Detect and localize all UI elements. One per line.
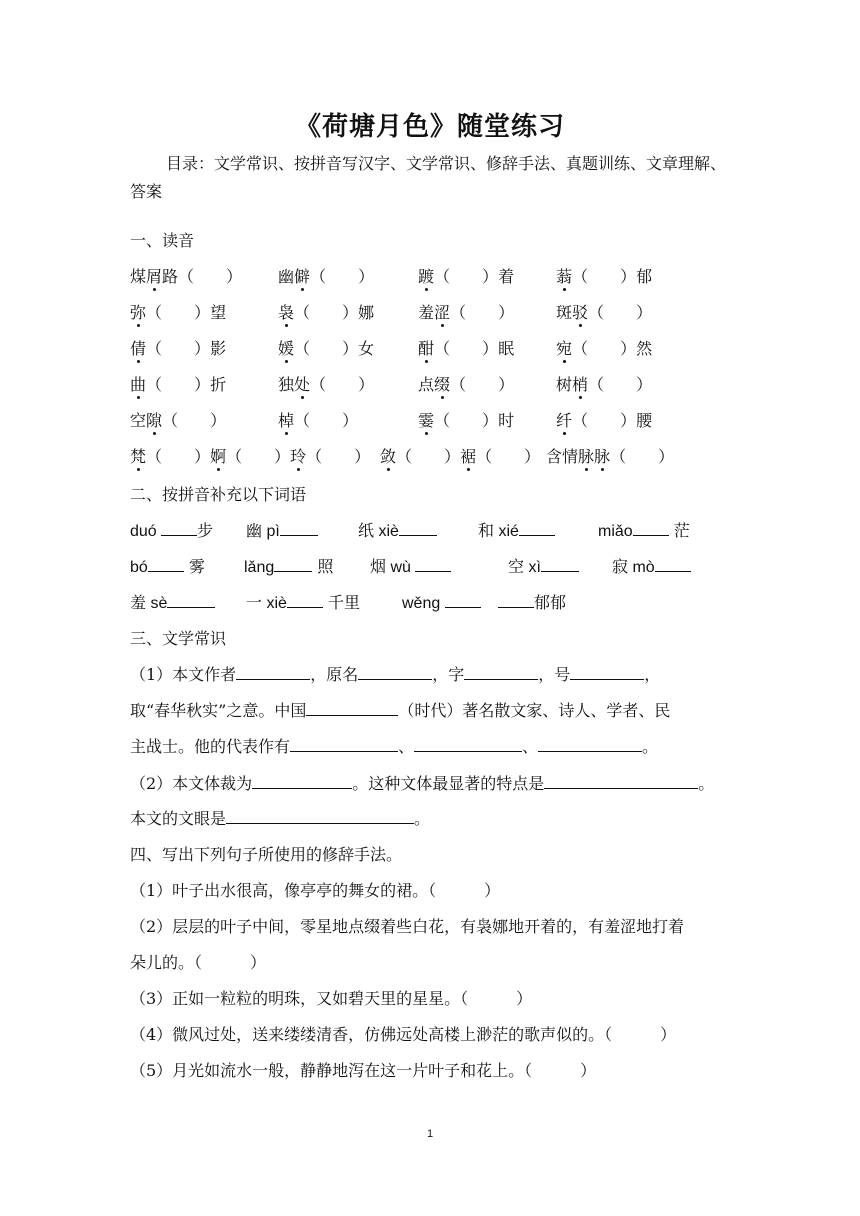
pronunciation-item: 敛（ ）裾（ ） bbox=[380, 444, 540, 467]
pronunciation-item: 棹（ ） bbox=[278, 408, 358, 431]
pinyin-item bbox=[612, 554, 691, 577]
blank-field[interactable] bbox=[226, 806, 414, 824]
pronunciation-item: 煤屑路（ ） bbox=[130, 264, 242, 287]
pinyin-prompt: 幽 pì bbox=[246, 523, 280, 540]
pronunciation-item: 宛（ ）然 bbox=[556, 336, 652, 359]
pinyin-suffix: 千里 bbox=[322, 593, 360, 612]
pinyin-item bbox=[478, 518, 555, 541]
blank-field[interactable] bbox=[290, 734, 398, 752]
blank-field[interactable] bbox=[464, 662, 538, 680]
page-number: 1 bbox=[426, 1128, 434, 1140]
literature-question-2-line1: （2）本文体裁为 。这种文体最显著的特点是 。 bbox=[130, 771, 714, 794]
blank-field[interactable] bbox=[274, 554, 312, 572]
blank-field[interactable] bbox=[541, 554, 579, 572]
blank-field[interactable] bbox=[287, 590, 323, 608]
pronunciation-item: 曲（ ）折 bbox=[130, 372, 226, 395]
blank-field[interactable] bbox=[148, 554, 184, 572]
pronunciation-item: 含情脉脉（ ） bbox=[546, 444, 674, 467]
pinyin-prompt: bó bbox=[130, 559, 148, 576]
blank-field[interactable] bbox=[236, 662, 310, 680]
blank-field[interactable] bbox=[655, 554, 691, 572]
blank-field[interactable] bbox=[498, 590, 534, 608]
blank-field[interactable] bbox=[358, 662, 432, 680]
pinyin-item bbox=[130, 518, 213, 541]
blank-field[interactable] bbox=[538, 734, 642, 752]
blank-field[interactable] bbox=[399, 518, 437, 536]
rhetoric-item: （1）叶子出水很高，像亭亭的舞女的裙。（ ） bbox=[130, 881, 501, 900]
rhetoric-item: （3）正如一粒粒的明珠，又如碧天里的星星。（ ） bbox=[130, 989, 533, 1008]
pinyin-suffix: 照 bbox=[312, 557, 334, 576]
blank-field[interactable] bbox=[633, 518, 669, 536]
blank-field[interactable] bbox=[306, 698, 398, 716]
blank-field[interactable] bbox=[252, 771, 352, 789]
literature-question-2-line2: 本文的文眼是 。 bbox=[130, 806, 430, 829]
table-of-contents: 目录：文学常识、按拼音写汉字、文学常识、修辞手法、真题训练、文章理解、答案 bbox=[130, 154, 727, 201]
pinyin-prompt: 烟 wù bbox=[370, 559, 416, 576]
literature-question-1-line3: 主战士。他的代表作有 、 、 。 bbox=[130, 734, 658, 757]
pronunciation-item: 酣（ ）眠 bbox=[418, 336, 514, 359]
blank-field[interactable] bbox=[519, 518, 555, 536]
pinyin-item bbox=[508, 554, 579, 577]
pinyin-prompt: miǎo bbox=[598, 523, 633, 540]
pinyin-suffix: 步 bbox=[197, 521, 214, 540]
pinyin-item bbox=[130, 554, 205, 577]
blank-field[interactable] bbox=[445, 590, 481, 608]
section1-heading: 一、读音 bbox=[130, 231, 195, 250]
pinyin-item bbox=[246, 518, 318, 541]
blank-field[interactable] bbox=[167, 590, 215, 608]
pinyin-prompt: 羞 sè bbox=[130, 595, 168, 612]
pinyin-item bbox=[370, 554, 451, 577]
pronunciation-item: 媛（ ）女 bbox=[278, 336, 374, 359]
pronunciation-item: 蓊（ ）郁 bbox=[556, 264, 652, 287]
rhetoric-item: （2）层层的叶子中间，零星地点缀着些白花，有袅娜地开着的，有羞涩地打着 bbox=[130, 917, 685, 936]
pinyin-item bbox=[402, 590, 481, 613]
pinyin-prompt: lǎng bbox=[244, 559, 275, 576]
pinyin-item bbox=[130, 590, 215, 613]
pinyin-item bbox=[244, 554, 333, 577]
pronunciation-item: 梵（ ）婀（ ）玲（ ） bbox=[130, 444, 370, 467]
pronunciation-item: 踱（ ）着 bbox=[418, 264, 514, 287]
pinyin-prompt: 纸 xiè bbox=[358, 523, 399, 540]
pinyin-item bbox=[358, 518, 437, 541]
pronunciation-item: 羞涩（ ） bbox=[418, 300, 514, 323]
blank-field[interactable] bbox=[570, 662, 644, 680]
blank-field[interactable] bbox=[414, 734, 522, 752]
pinyin-prompt: duó bbox=[130, 523, 162, 540]
pinyin-item bbox=[598, 518, 690, 541]
pronunciation-item: 霎（ ）时 bbox=[418, 408, 514, 431]
literature-question-1-line2: 取“春华秋实”之意。中国 （时代）著名散文家、诗人、学者、民 bbox=[130, 698, 670, 721]
page-title: 《荷塘月色》随堂练习 bbox=[294, 112, 565, 142]
pronunciation-item: 纤（ ）腰 bbox=[556, 408, 652, 431]
pronunciation-item: 弥（ ）望 bbox=[130, 300, 226, 323]
blank-field[interactable] bbox=[544, 771, 698, 789]
pinyin-prompt: wěng bbox=[402, 595, 445, 612]
pronunciation-item: 独处（ ） bbox=[278, 372, 374, 395]
rhetoric-item: （4）微风过处，送来缕缕清香，仿佛远处高楼上渺茫的歌声似的。（ ） bbox=[130, 1025, 677, 1044]
pinyin-item bbox=[498, 590, 566, 613]
pronunciation-item: 树梢（ ） bbox=[556, 372, 652, 395]
pronunciation-item: 倩（ ）影 bbox=[130, 336, 226, 359]
pinyin-prompt: 和 xié bbox=[478, 523, 519, 540]
rhetoric-item-continued: 朵儿的。（ ） bbox=[130, 953, 267, 972]
blank-field[interactable] bbox=[280, 518, 318, 536]
rhetoric-item: （5）月光如流水一般，静静地泻在这一片叶子和花上。（ ） bbox=[130, 1061, 597, 1080]
pronunciation-item: 斑驳（ ） bbox=[556, 300, 652, 323]
pronunciation-item: 幽僻（ ） bbox=[278, 264, 374, 287]
section4-heading: 四、写出下列句子所使用的修辞手法。 bbox=[130, 845, 403, 864]
section2-heading: 二、按拼音补充以下词语 bbox=[130, 485, 307, 504]
pronunciation-item: 袅（ ）娜 bbox=[278, 300, 374, 323]
blank-field[interactable] bbox=[161, 518, 197, 536]
pronunciation-item: 点缀（ ） bbox=[418, 372, 514, 395]
pinyin-suffix: 雾 bbox=[183, 557, 205, 576]
blank-field[interactable] bbox=[415, 554, 451, 572]
literature-question-1-line1: （1）本文作者 ，原名 ，字 ，号 ， bbox=[130, 662, 660, 685]
pinyin-prompt: 一 xiè bbox=[246, 595, 287, 612]
pinyin-suffix: 郁郁 bbox=[534, 593, 567, 612]
pinyin-prompt: 空 xì bbox=[508, 559, 541, 576]
pronunciation-item: 空隙（ ） bbox=[130, 408, 226, 431]
pinyin-prompt: 寂 mò bbox=[612, 559, 655, 576]
pinyin-suffix: 茫 bbox=[668, 521, 690, 540]
section3-heading: 三、文学常识 bbox=[130, 629, 227, 648]
pinyin-item bbox=[246, 590, 360, 613]
